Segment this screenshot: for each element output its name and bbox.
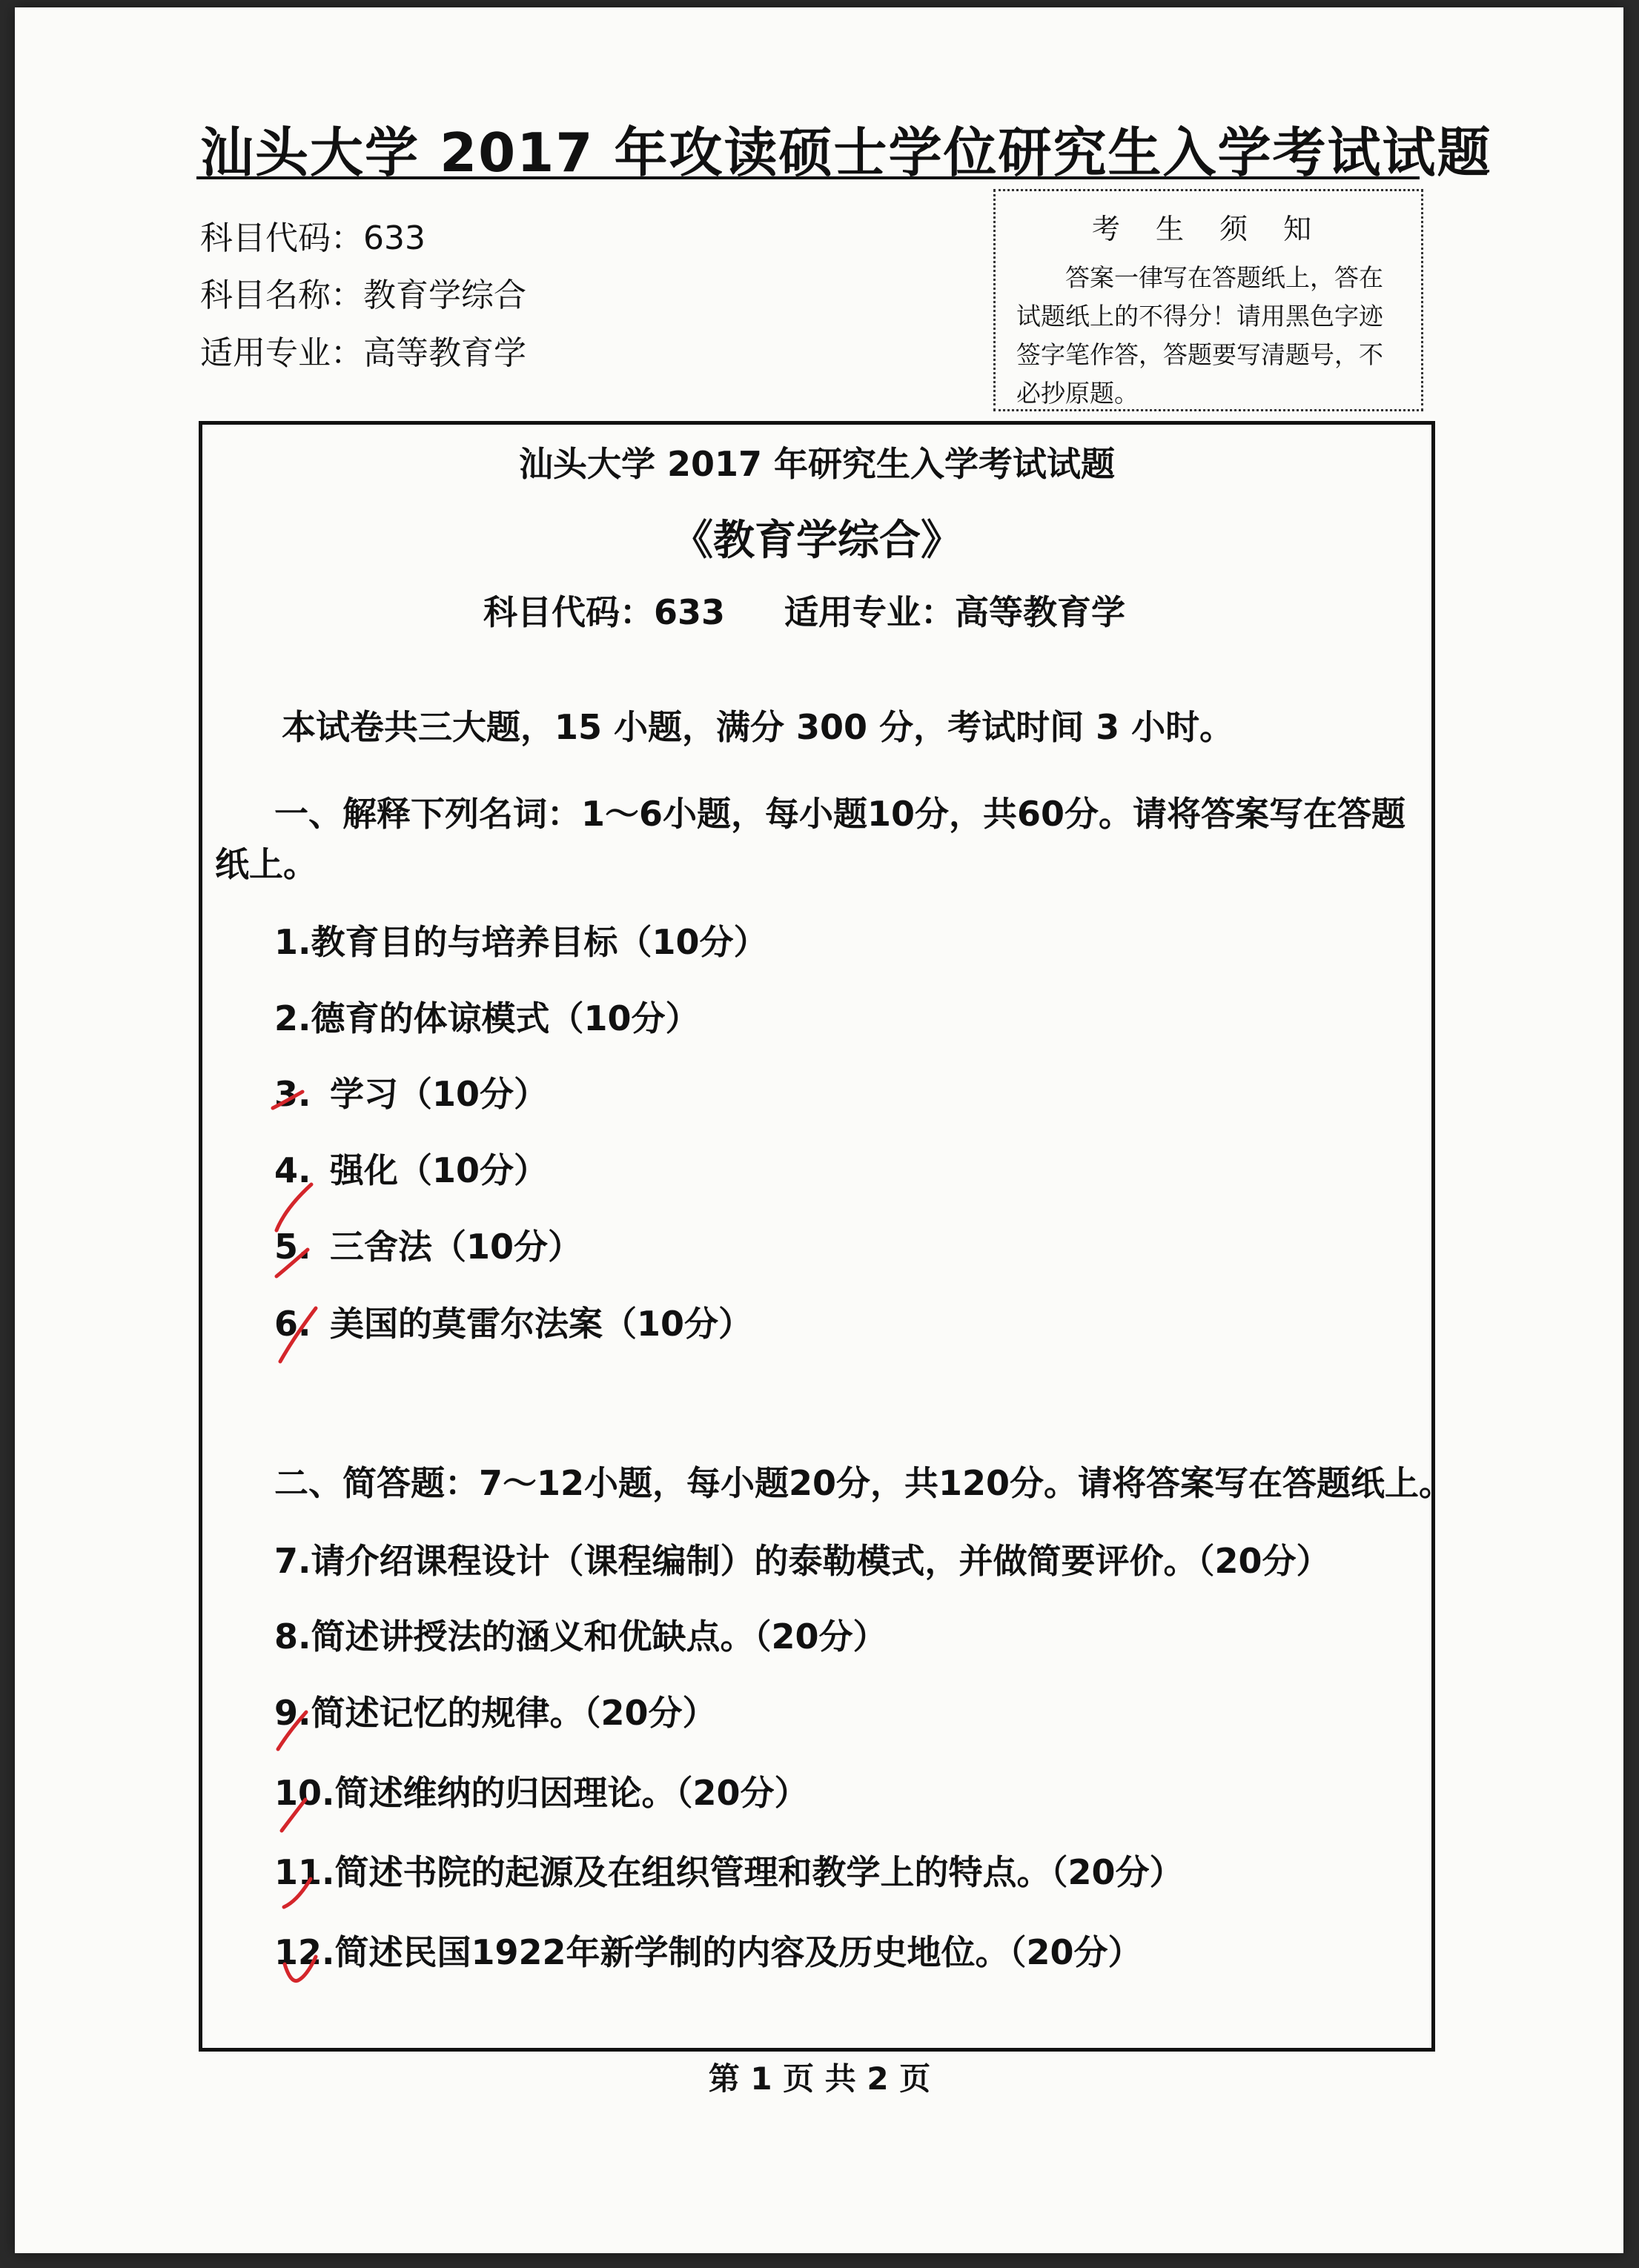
question-number: 7. (274, 1541, 311, 1581)
red-check-icon (278, 1871, 322, 1916)
question-6 (274, 1297, 752, 1346)
question-text: 简述维纳的归因理论。（20分） (334, 1773, 809, 1813)
question-2 (274, 992, 700, 1041)
section1-heading: 一、解释下列名词：1～6小题，每小题10分，共60分。请将答案写在答题 (274, 794, 1406, 834)
subject-name: 科目名称：教育学综合 (200, 276, 526, 314)
question-text: 教育目的与培养目标（10分） (311, 922, 768, 962)
question-3 (274, 1067, 548, 1116)
question-number: 3. (274, 1074, 311, 1114)
question-11 (274, 1846, 1184, 1894)
page-title: 汕头大学 2017 年攻读硕士学位研究生入学考试试题 (200, 122, 1492, 184)
section1-heading-cont: 纸上。 (215, 844, 317, 884)
question-text: 简述记忆的规律。（20分） (311, 1693, 717, 1733)
question-8 (274, 1610, 887, 1659)
question-text: 德育的体谅模式（10分） (311, 998, 700, 1038)
question-number: 5. (274, 1227, 311, 1267)
page-footer: 第 1 页 共 2 页 (708, 2060, 931, 2097)
red-check-icon (267, 1078, 311, 1123)
question-number: 12. (274, 1932, 335, 1972)
exam-title: 汕头大学 2017 年研究生入学考试试题 (518, 444, 1116, 484)
subject-code: 科目代码：633 (200, 219, 426, 257)
question-text: 学习（10分） (330, 1074, 549, 1114)
question-text: 三舍法（10分） (330, 1227, 583, 1267)
title-rule (196, 176, 1420, 179)
question-12 (274, 1926, 1142, 1974)
red-check-icon (280, 1951, 325, 1995)
red-check-icon (273, 1301, 325, 1367)
notice-title: 考 生 须 知 (1091, 213, 1325, 245)
question-10 (274, 1766, 809, 1815)
exam-major: 适用专业：高等教育学 (784, 592, 1125, 632)
question-text: 请介绍课程设计（课程编制）的泰勒模式，并做简要评价。（20分） (311, 1541, 1331, 1581)
question-text: 美国的莫雷尔法案（10分） (330, 1304, 753, 1344)
question-7 (274, 1534, 1331, 1583)
exam-intro: 本试卷共三大题，15 小题，满分 300 分，考试时间 3 小时。 (282, 707, 1234, 747)
question-1 (274, 915, 768, 964)
exam-subject-code: 科目代码：633 (483, 592, 726, 632)
question-number: 4. (274, 1150, 311, 1190)
question-text: 简述讲授法的涵义和优缺点。（20分） (311, 1617, 887, 1657)
question-number: 11. (274, 1852, 335, 1892)
question-text: 强化（10分） (330, 1150, 549, 1190)
question-number: 10. (274, 1773, 335, 1813)
red-check-icon (271, 1705, 315, 1757)
question-number: 1. (274, 922, 311, 962)
question-9 (274, 1686, 717, 1735)
question-number: 2. (274, 998, 311, 1038)
question-number: 8. (274, 1617, 311, 1657)
candidate-notice-box (993, 189, 1423, 411)
section2-heading: 二、简答题：7～12小题，每小题20分，共120分。请将答案写在答题纸上。 (274, 1463, 1454, 1503)
red-check-icon (271, 1178, 322, 1238)
notice-body: 答案一律写在答题纸上，答在试题纸上的不得分！请用黑色字迹签字笔作答，答题要写清题号，不必抄原题。 (1016, 263, 1383, 408)
red-check-icon (274, 1794, 319, 1838)
course-title: 《教育学综合》 (672, 517, 962, 565)
major: 适用专业：高等教育学 (200, 334, 526, 372)
question-text: 简述书院的起源及在组织管理和教学上的特点。（20分） (334, 1852, 1184, 1892)
question-number: 9. (274, 1693, 311, 1733)
red-check-icon (271, 1239, 315, 1284)
question-text: 简述民国1922年新学制的内容及历史地位。（20分） (334, 1932, 1142, 1972)
question-number: 6. (274, 1304, 311, 1344)
